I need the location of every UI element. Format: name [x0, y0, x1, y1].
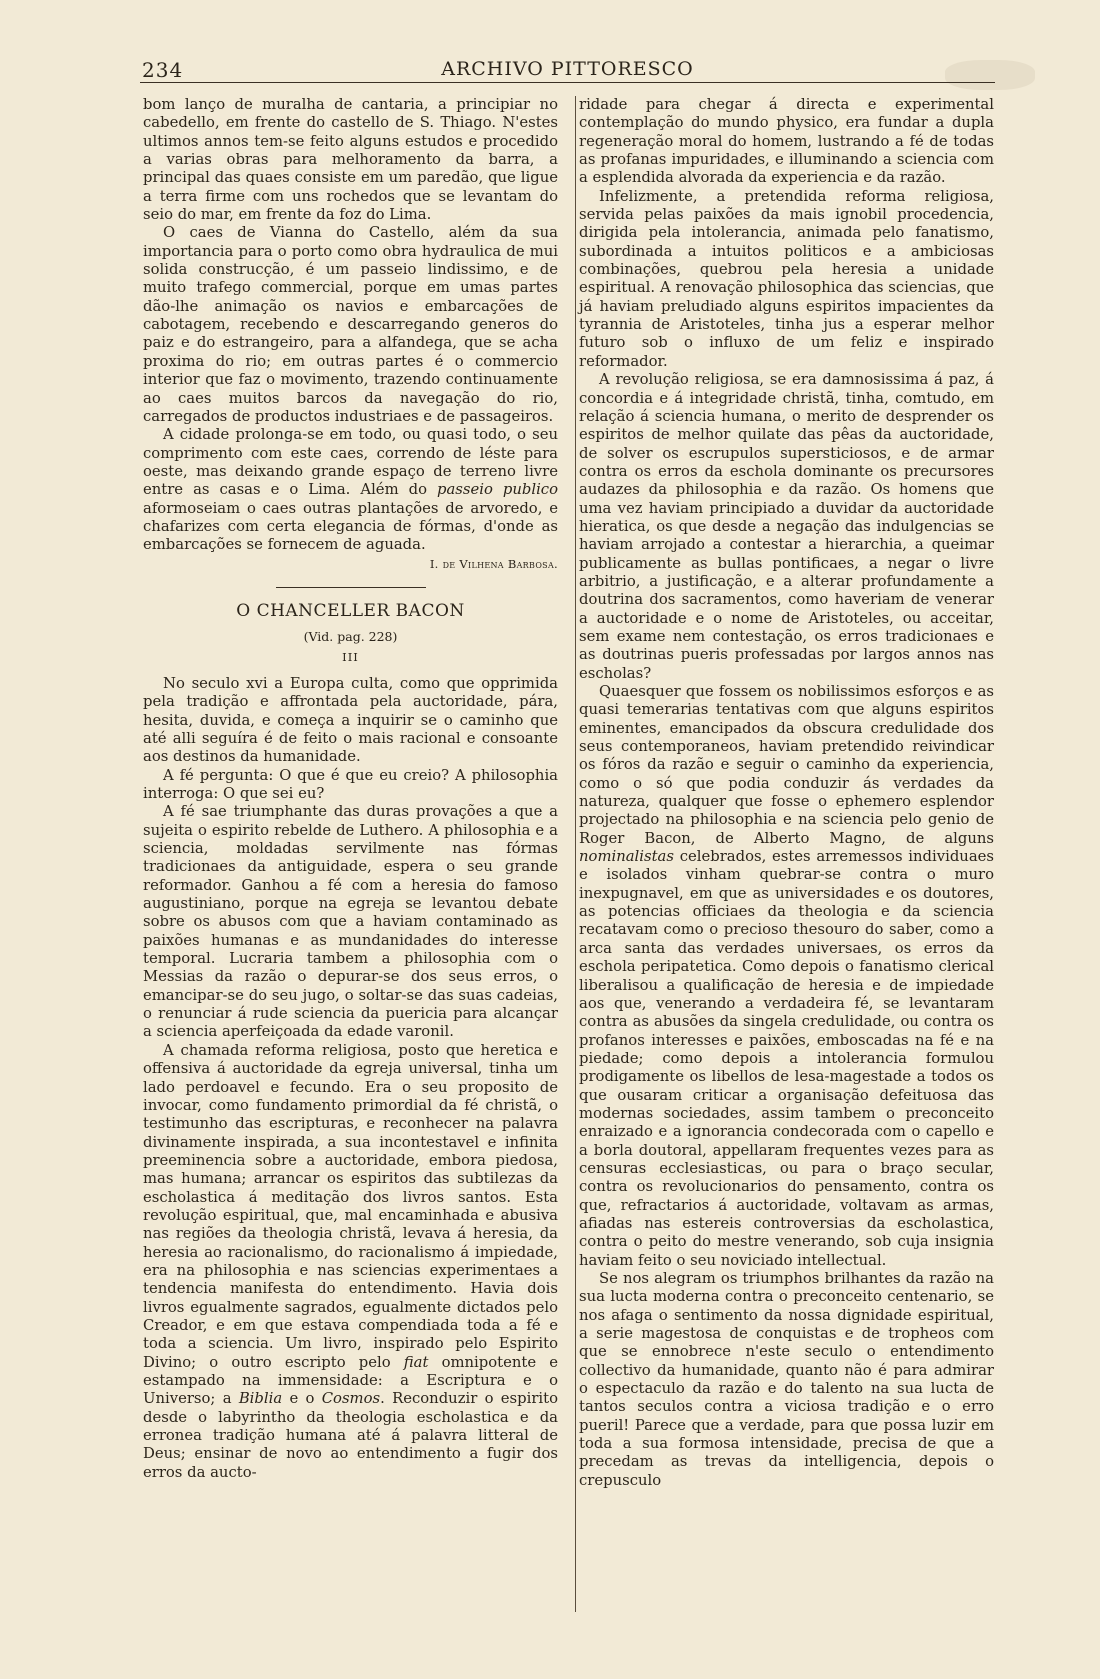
article-part-number: III: [342, 649, 359, 664]
italic-text: Biblia: [238, 1390, 283, 1408]
paragraph: Se nos alegram os triumphos brilhantes da razão na sua lucta moderna contra o preconceito centenario, se nos afaga o sentimento da nossa dignidade espiritual, a serie magestosa de conquistas e de tropheos com que se ennobrece n'este seculo o entendimento collectivo da humanidade, quanto não é para admirar o espectaculo da razão e do talento na sua lucta de tantos seculos contra a viciosa tradição e o erro pueril! Parece que a verdade, para que possa luzir em toda a sua formosa intensidade, precisa de que a precedam as trevas da intelligencia, depois o crepusculo: [579, 1270, 994, 1489]
author-signature: I. de Vilhena Barbosa.: [429, 556, 558, 571]
header-rule: [140, 82, 995, 83]
paragraph: Quaesquer que fossem os nobilissimos esforços e as quasi temerarias tentativas com que alguns espiritos eminentes, emancipados da obscura credulidade dos seus contemporaneos, haviam pretendido reivindicar os fóros da razão e seguir o caminho da experiencia, como o só que podia conduzir ás verdades da natureza, qualquer que fosse o ephemero esplendor projectado na philosophia e na sciencia pelo genio de Roger Bacon, de Alberto Magno, de alguns nominalistas celebrados, estes arremessos individuaes e isolados vinham quebrar-se contra o muro inexpugnavel, em que as universidades e os doutores, as potencias officiaes da theologia e da sciencia recatavam como o precioso thesouro do saber, como a arca santa das verdades universaes, os erros da eschola peripatetica. Como depois o fanatismo clerical liberalisou a qualificação de heresia e de impiedade aos que, venerando a verdadeira fé, se levantaram contra as abusões da singela credulidade, ou contra os profanos interesses e paixões, emboscadas na fé e na piedade; como depois a intolerancia formulou prodigamente os libellos de lesa-magestade a todos os que ousaram criticar a organisação defeituosa das modernas sociedades, assim tambem o preconceito enraizado e a ignorancia condecorada com o capello e a borla doutoral, appellaram frequentes vezes para as censuras ecclesiasticas, ou para o braço secular, contra os revolucionarios do pensamento, contra os que, refractarios á auctoridade, voltavam as armas, afiadas nas estereis controversias da escholastica, contra o peito do mestre venerando, sob cuja insignia haviam feito o seu noviciado intellectual.: [579, 683, 994, 1269]
paragraph: A revolução religiosa, se era damnosissima á paz, á concordia e á integridade christã, tinha, comtudo, em relação á sciencia humana, o merito de desprender os espiritos de melhor quilate das pêas da auctoridade, de solver os escrupulos supersticiosos, e de armar contra os erros da eschola dominante os precursores audazes da philosophia e da razão. Os homens que uma vez haviam principiado a duvidar da auctoridade hieratica, os que desde a negação das indulgencias se haviam arrojado a contestar a hierarchia, a queimar publicamente as bullas pontificaes, a negar o livre arbitrio, a justificação, e a alterar profundamente a doutrina dos sacramentos, como haveriam de venerar a auctoridade e o nome de Aristoteles, ou acceitar, sem exame nem contestação, os erros tradicionaes e as doutrinas pueris professadas por largos annos nas escholas?: [579, 371, 994, 682]
column-divider: [575, 96, 576, 1612]
left-column: [143, 96, 558, 1482]
publication-title: ARCHIVO PITTORESCO: [441, 58, 694, 80]
paragraph: A fé sae triumphante das duras provações a que a sujeita o espirito rebelde de Luthero. A philosophia e a sciencia, moldadas servilmente nas fórmas tradicionaes da antiguidade, espera o seu grande reformador. Ganhou a fé com a heresia do famoso augustiniano, porque na egreja se levantou debate sobre os abusos com que a haviam contaminado as paixões humanas e as mundanidades do interesse temporal. Lucraria tambem a philosophia com o Messias da razão o depurar-se dos seus erros, o emancipar-se do seu jugo, o soltar-se das suas cadeias, o renunciar á rude sciencia da puericia para alcançar a sciencia aperfeiçoada da edade varonil.: [143, 803, 558, 1041]
page-number: 234: [142, 58, 184, 82]
paragraph: No seculo xvi a Europa culta, como que opprimida pela tradição e affrontada pela auctoridade, pára, hesita, duvida, e começa a inquirir se o caminho que até alli seguíra é de feito o mais racional e consoante aos destinos da humanidade.: [143, 674, 558, 766]
paragraph: A fé pergunta: O que é que eu creio? A philosophia interroga: O que sei eu?: [143, 766, 558, 802]
article-title: O CHANCELLER BACON: [236, 600, 465, 621]
paragraph: A chamada reforma religiosa, posto que heretica e offensiva á auctoridade da egreja universal, tinha um lado perdoavel e fecundo. Era o seu proposito de invocar, como fundamento primordial da fé christã, o testimunho das escripturas, e reconhecer na palavra divinamente inspirada, a sua incontestavel e infinita preeminencia sobre a auctoridade, embora piedosa, mas humana; arrancar os espiritos das subtilezas da escholastica á meditação dos livros santos. Esta revolução espiritual, que, mal encaminhada e abusiva nas regiões da theologia christã, levava á heresia, da heresia ao racionalismo, do racionalismo á impiedade, era na philosophia e nas sciencias experimentaes a tendencia manifesta do entendimento. Havia dois livros egualmente sagrados, egualmente dictados pelo Creador, e em que estava compendiada toda a fé e toda a sciencia. Um livro, inspirado pelo Espirito Divino; o outro escripto pelo fiat omnipotente e estampado na immensidade: a Escriptura e o Universo; a Biblia e o Cosmos. Reconduzir o espirito desde o labyrintho da theologia escholastica e da erronea tradição humana até á palavra litteral de Deus; ensinar de novo ao entendimento a fugir dos erros da aucto-: [143, 1041, 558, 1481]
paragraph: O caes de Vianna do Castello, além da sua importancia para o porto como obra hydraulica de mui solida construcção, é um passeio lindissimo, e de muito trafego commercial, porque em umas partes dão-lhe animação os navios e embarcações de cabotagem, recebendo e descarregando generos do paiz e do estrangeiro, para a alfandega, que se acha proxima do rio; em outras partes é o commercio interior que faz o movimento, trazendo continuamente ao caes muitos barcos da navegação do rio, carregados de productos industriaes e de passageiros.: [143, 224, 558, 425]
paragraph: bom lanço de muralha de cantaria, a principiar no cabedello, em frente do castello de S. Thiago. N'estes ultimos annos tem-se feito alguns estudos e procedido a varias obras para melhoramento da barra, a principal das quaes consiste em um paredão, que ligue a terra firme com uns rochedos que se levantam do seio do mar, em frente da foz do Lima.: [143, 96, 558, 224]
paragraph: Infelizmente, a pretendida reforma religiosa, servida pelas paixões da mais ignobil procedencia, dirigida pela intolerancia, animada pelo fanatismo, subordinada a intuitos politicos e a ambiciosas combinações, quebrou pela heresia a unidade espiritual. A renovação philosophica das sciencias, que já haviam preludiado alguns espiritos impacientes da tyrannia de Aristoteles, tinha jus a esperar melhor futuro sob o influxo de um feliz e inspirado reformador.: [579, 187, 994, 370]
italic-text: passeio publico: [436, 481, 558, 499]
italic-text: Cosmos: [321, 1390, 381, 1408]
paragraph: A cidade prolonga-se em todo, ou quasi todo, o seu comprimento com este caes, correndo de léste para oeste, mas deixando grande espaço de terreno livre entre as casas e o Lima. Além do passeio publico aformoseiam o caes outras plantações de arvoredo, e chafarizes com certa elegancia de fórmas, d'onde as embarcações se fornecem de aguada.: [143, 426, 558, 554]
section-divider: [276, 587, 426, 588]
paragraph: ridade para chegar á directa e experimental contemplação do mundo physico, era fundar a dupla regeneração moral do homem, lustrando a fé de todas as profanas impuridades, e illuminando a sciencia com a esplendida alvorada da experiencia e da razão.: [579, 96, 994, 187]
italic-text: nominalistas: [579, 848, 674, 866]
italic-text: fiat: [403, 1353, 429, 1371]
article-reference: (Vid. pag. 228): [303, 628, 398, 644]
right-column: [579, 96, 994, 1490]
page-header: [140, 58, 995, 84]
